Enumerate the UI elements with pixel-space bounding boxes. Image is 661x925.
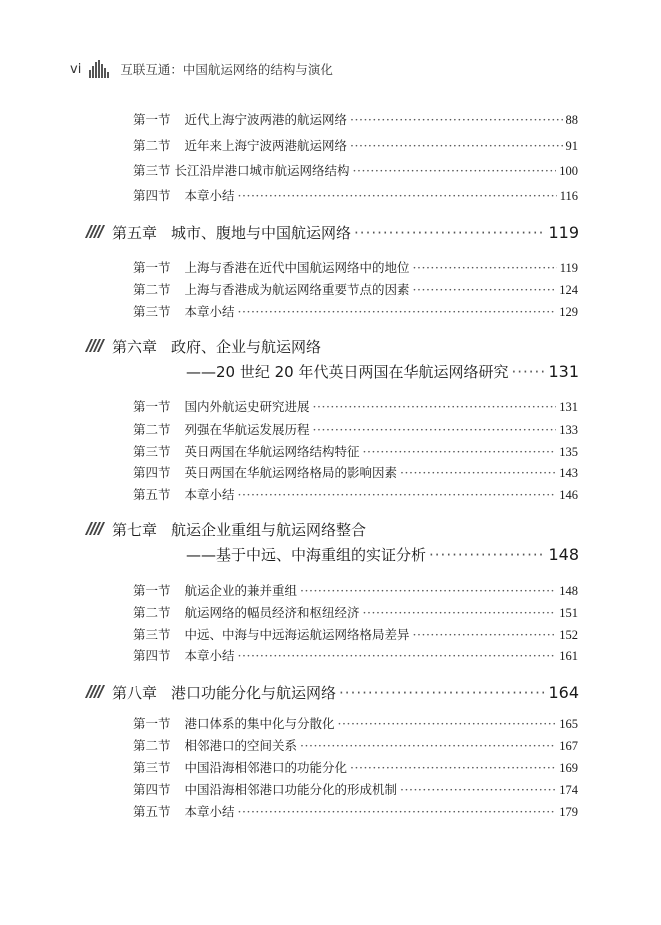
section-label: 第三节	[133, 163, 171, 178]
section-page: 161	[559, 649, 578, 663]
chapter-subtitle: ——基于中远、中海重组的实证分析	[186, 546, 427, 564]
section-page: 124	[559, 283, 578, 297]
section-title: 英日两国在华航运网络格局的影响因素	[184, 465, 398, 480]
section-label: 第一节	[133, 260, 171, 275]
chapter-entry[interactable]	[88, 517, 579, 543]
section-entry[interactable]	[133, 280, 578, 300]
chapter-label: 第八章	[112, 684, 158, 702]
section-label: 第二节	[133, 138, 171, 153]
section-page: 151	[559, 606, 578, 620]
dot-leader	[354, 220, 545, 246]
section-title: 本章小结	[184, 804, 235, 819]
section-title: 航运网络的幅员经济和枢纽经济	[184, 605, 360, 620]
dot-leader	[413, 258, 557, 278]
section-entry[interactable]	[133, 110, 578, 130]
chapter-slash-icon	[88, 521, 104, 535]
dot-leader	[238, 485, 557, 505]
section-entry[interactable]	[133, 186, 578, 206]
section-page: 152	[559, 628, 578, 642]
section-entry[interactable]	[133, 603, 578, 623]
section-label: 第三节	[133, 760, 171, 775]
chapter-page: 131	[548, 362, 579, 381]
section-entry[interactable]	[133, 136, 578, 156]
section-page: 131	[559, 400, 578, 414]
section-title: 长江沿岸港口城市航运网络结构	[174, 163, 350, 178]
chapter-title: 政府、企业与航运网络	[171, 338, 322, 356]
section-title: 本章小结	[184, 304, 235, 319]
section-entry[interactable]	[133, 420, 578, 440]
section-label: 第三节	[133, 304, 171, 319]
section-title: 英日两国在华航运网络结构特征	[184, 444, 360, 459]
section-entry[interactable]	[133, 485, 578, 505]
chapter-slash-icon	[88, 338, 104, 352]
dot-leader	[238, 646, 557, 666]
chapter-entry[interactable]	[88, 680, 579, 706]
chapter-subtitle-entry	[186, 359, 579, 385]
section-page: 100	[559, 164, 578, 178]
section-title: 近年来上海宁波两港航运网络	[184, 138, 348, 153]
dot-leader	[238, 186, 557, 206]
section-label: 第二节	[133, 282, 171, 297]
dot-leader	[313, 397, 557, 417]
section-label: 第五节	[133, 487, 171, 502]
section-label: 第四节	[133, 465, 171, 480]
section-page: 119	[559, 261, 578, 275]
header-bars-icon	[89, 60, 110, 78]
section-page: 146	[559, 488, 578, 502]
chapter-title: 港口功能分化与航运网络	[171, 684, 337, 702]
section-title: 上海与香港在近代中国航运网络中的地位	[184, 260, 410, 275]
dot-leader	[300, 736, 556, 756]
section-label: 第四节	[133, 782, 171, 797]
section-title: 本章小结	[184, 648, 235, 663]
dot-leader	[363, 603, 557, 623]
section-label: 第五节	[133, 804, 171, 819]
dot-leader	[339, 680, 545, 706]
section-entry[interactable]	[133, 258, 578, 278]
dot-leader	[350, 110, 562, 130]
section-entry[interactable]	[133, 714, 578, 734]
section-label: 第二节	[133, 605, 171, 620]
section-title: 列强在华航运发展历程	[184, 422, 310, 437]
chapter-title: 航运企业重组与航运网络整合	[171, 521, 367, 539]
chapter-entry[interactable]	[88, 220, 579, 246]
section-entry[interactable]	[133, 442, 578, 462]
chapter-page: 148	[548, 545, 579, 564]
section-entry[interactable]	[133, 161, 578, 181]
section-page: 174	[559, 783, 578, 797]
dot-leader	[313, 420, 557, 440]
section-entry[interactable]	[133, 463, 578, 483]
section-page: 135	[559, 445, 578, 459]
section-page: 143	[559, 466, 578, 480]
dot-leader	[238, 302, 557, 322]
section-entry[interactable]	[133, 625, 578, 645]
section-title: 本章小结	[184, 487, 235, 502]
dot-leader	[413, 625, 557, 645]
section-title: 近代上海宁波两港的航运网络	[184, 112, 348, 127]
section-page: 88	[565, 113, 578, 127]
section-label: 第三节	[133, 627, 171, 642]
chapter-label: 第六章	[112, 338, 158, 356]
section-page: 129	[559, 305, 578, 319]
dot-leader	[429, 542, 545, 568]
section-label: 第二节	[133, 422, 171, 437]
section-label: 第一节	[133, 716, 171, 731]
dot-leader	[338, 714, 557, 734]
dot-leader	[350, 758, 556, 778]
chapter-entry[interactable]	[88, 334, 579, 360]
chapter-page: 119	[548, 223, 579, 242]
dot-leader	[300, 581, 556, 601]
section-title: 本章小结	[184, 188, 235, 203]
dot-leader	[353, 161, 557, 181]
chapter-subtitle: ——20 世纪 20 年代英日两国在华航运网络研究	[186, 363, 509, 381]
section-title: 港口体系的集中化与分散化	[184, 716, 335, 731]
section-page: 169	[559, 761, 578, 775]
section-entry[interactable]	[133, 736, 578, 756]
section-page: 91	[565, 139, 578, 153]
chapter-slash-icon	[88, 684, 104, 698]
section-entry[interactable]	[133, 397, 578, 417]
book-title: 互联互通：中国航运网络的结构与演化	[120, 62, 333, 77]
dot-leader	[350, 136, 562, 156]
section-label: 第四节	[133, 188, 171, 203]
section-title: 上海与香港成为航运网络重要节点的因素	[184, 282, 410, 297]
section-label: 第三节	[133, 444, 171, 459]
section-entry[interactable]	[133, 646, 578, 666]
section-title: 国内外航运史研究进展	[184, 399, 310, 414]
section-title: 航运企业的兼并重组	[184, 583, 298, 598]
section-label: 第一节	[133, 112, 171, 127]
section-page: 133	[559, 423, 578, 437]
section-page: 148	[559, 584, 578, 598]
chapter-subtitle-entry	[186, 542, 579, 568]
dot-leader	[413, 280, 557, 300]
section-label: 第二节	[133, 738, 171, 753]
section-label: 第四节	[133, 648, 171, 663]
section-entry[interactable]	[133, 780, 578, 800]
section-label: 第一节	[133, 583, 171, 598]
chapter-page: 164	[548, 683, 579, 702]
dot-leader	[400, 463, 556, 483]
chapter-title: 城市、腹地与中国航运网络	[171, 224, 352, 242]
dot-leader	[238, 802, 557, 822]
section-label: 第一节	[133, 399, 171, 414]
dot-leader	[400, 780, 556, 800]
section-title: 中国沿海相邻港口功能分化的形成机制	[184, 782, 398, 797]
running-header	[70, 56, 333, 78]
section-title: 相邻港口的空间关系	[184, 738, 298, 753]
section-page: 165	[559, 717, 578, 731]
section-page: 179	[559, 805, 578, 819]
dot-leader	[511, 359, 545, 385]
section-entry[interactable]	[133, 302, 578, 322]
section-page: 116	[559, 189, 578, 203]
chapter-slash-icon	[88, 224, 104, 238]
section-title: 中远、中海与中远海运航运网络格局差异	[184, 627, 410, 642]
page-number: vi	[70, 62, 82, 77]
section-entry[interactable]	[133, 758, 578, 778]
section-title: 中国沿海相邻港口的功能分化	[184, 760, 348, 775]
chapter-label: 第七章	[112, 521, 158, 539]
section-page: 167	[559, 739, 578, 753]
section-entry[interactable]	[133, 802, 578, 822]
section-entry[interactable]	[133, 581, 578, 601]
dot-leader	[363, 442, 557, 462]
chapter-label: 第五章	[112, 224, 158, 242]
